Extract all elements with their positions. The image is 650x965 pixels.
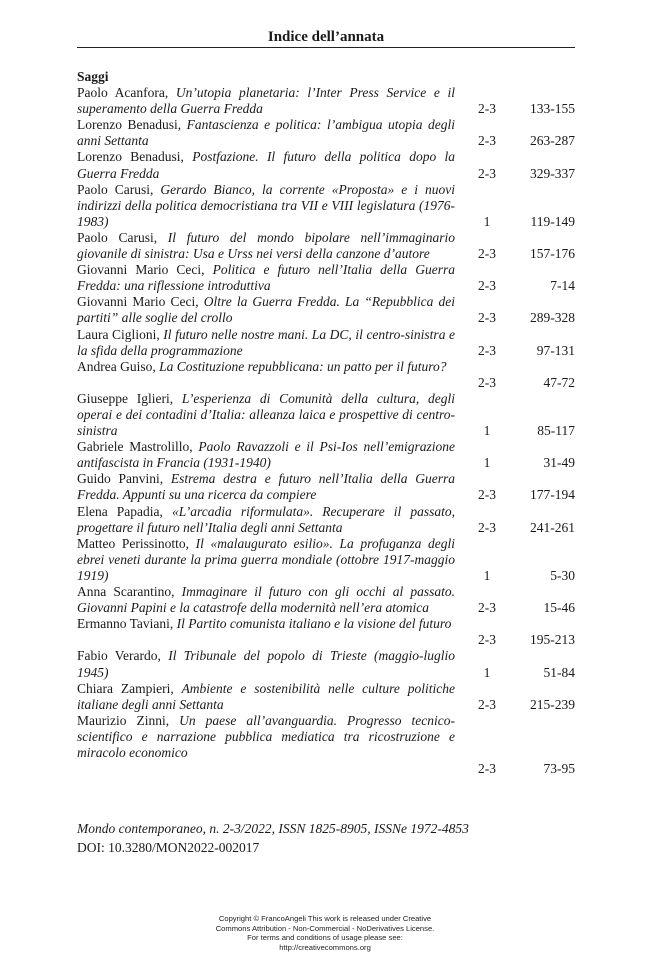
entry-text bbox=[77, 327, 455, 359]
entry-text bbox=[77, 504, 455, 536]
entry-issue: 2-3 bbox=[478, 632, 496, 648]
entry-author: Lorenzo Benadusi, bbox=[77, 149, 184, 165]
entry-pages: 133-155 bbox=[530, 101, 575, 117]
index-entry bbox=[77, 85, 575, 117]
entry-title: L’esperienza di Comunità della cultura, degli operai e dei contadini d’Italia: alleanza laica e prospettive di centro-sinistra bbox=[77, 390, 456, 439]
index-entry bbox=[77, 117, 575, 149]
entry-issue: 2-3 bbox=[478, 101, 496, 117]
index-entry bbox=[77, 616, 575, 648]
index-entry bbox=[77, 262, 575, 294]
entry-title: Estrema destra e futuro nell’Italia della Guerra Fredda. Appunti su una ricerca da compiere bbox=[77, 471, 455, 503]
entry-author: Lorenzo Benadusi, bbox=[77, 117, 182, 133]
index-entry bbox=[77, 471, 575, 503]
entry-author: Paolo Acanfora, bbox=[77, 85, 169, 101]
entry-title: Ambiente e sostenibilità nelle culture politiche italiane degli anni Settanta bbox=[77, 680, 456, 712]
page-title: Indice dell’annata bbox=[267, 29, 385, 45]
license-notice bbox=[160, 914, 490, 952]
doi-line: DOI: 10.3280/MON2022-002017 bbox=[77, 840, 260, 855]
entry-author: Chiara Zampieri, bbox=[77, 680, 174, 696]
license-line: Copyright © FrancoAngeli This work is released under Creative bbox=[218, 914, 432, 923]
entry-text bbox=[77, 616, 455, 648]
license-line: For terms and conditions of usage please see: bbox=[247, 933, 403, 943]
entry-issue: 2-3 bbox=[478, 600, 496, 616]
index-entry bbox=[77, 439, 575, 471]
index-entry bbox=[77, 391, 575, 439]
entry-title: Il Tribunale del popolo di Trieste (maggio-luglio 1945) bbox=[77, 648, 455, 680]
entry-author: Matteo Perissinotto, bbox=[77, 535, 189, 551]
index-entry bbox=[77, 681, 575, 713]
entry-issue: 2-3 bbox=[478, 487, 496, 503]
license-link[interactable]: http://creativecommons.org bbox=[279, 942, 371, 952]
entry-text bbox=[77, 648, 455, 680]
entry-text bbox=[77, 359, 455, 391]
index-entry bbox=[77, 230, 575, 262]
entry-author: Giovanni Mario Ceci, bbox=[77, 294, 199, 310]
entry-text bbox=[77, 681, 455, 713]
entry-issue: 1 bbox=[483, 213, 491, 229]
entry-author: Gabriele Mastrolillo, bbox=[77, 439, 193, 455]
entry-title: Il futuro nelle nostre mani. La DC, il centro-sinistra e la sfida della programmazione bbox=[77, 326, 456, 358]
entry-author: Giuseppe Iglieri, bbox=[77, 390, 174, 406]
entry-text bbox=[77, 294, 455, 326]
entry-pages: 51-84 bbox=[543, 664, 575, 680]
entry-issue: 2-3 bbox=[478, 374, 496, 390]
index-entries bbox=[77, 85, 575, 777]
entry-author: Ermanno Taviani, bbox=[77, 616, 174, 632]
entry-title: Paolo Ravazzoli e il Psi-Ios nell’emigrazione antifascista in Francia (1931-1940) bbox=[77, 439, 456, 471]
index-entry bbox=[77, 294, 575, 326]
index-entry bbox=[77, 149, 575, 181]
entry-text bbox=[77, 149, 455, 181]
entry-author: Anna Scarantino, bbox=[77, 584, 175, 600]
entry-pages: 215-239 bbox=[530, 696, 575, 712]
entry-text bbox=[77, 536, 455, 584]
section-title: Saggi bbox=[77, 69, 109, 84]
entry-title: Un paese all’avanguardia. Progresso tecnico-scientifico e narrazione pubblica mediatica tra ricostruzione e miracolo economico bbox=[77, 712, 456, 760]
entry-title: Un’utopia planetaria: l’Inter Press Service e il superamento della Guerra Fredda bbox=[77, 85, 455, 117]
entry-author: Maurizio Zinni, bbox=[77, 712, 170, 728]
entry-title: Politica e futuro nell’Italia della Guerra Fredda: una riflessione introduttiva bbox=[77, 262, 456, 294]
index-entry bbox=[77, 327, 575, 359]
entry-title: Il «malaugurato esilio». La profuganza degli ebrei veneti durante la prima guerra mondiale (ottobre 1917-maggio 1919) bbox=[77, 535, 456, 583]
entry-title: «L’arcadia riformulata». Recuperare il passato, progettare il futuro nell’Italia degli anni Settanta bbox=[77, 503, 456, 535]
license-line: Commons Attribution - Non-Commercial - NoDerivatives License. bbox=[215, 923, 435, 933]
entry-text bbox=[77, 584, 455, 616]
entry-pages: 157-176 bbox=[530, 246, 575, 262]
entry-pages: 97-131 bbox=[536, 342, 575, 358]
entry-pages: 263-287 bbox=[530, 133, 575, 149]
entry-text bbox=[77, 85, 455, 117]
index-entry bbox=[77, 182, 575, 230]
index-entry bbox=[77, 536, 575, 584]
entry-title: Il futuro del mondo bipolare nell’immaginario giovanile di sinistra: Usa e Urss nei versi della canzone d’autore bbox=[77, 229, 456, 262]
entry-pages: 85-117 bbox=[537, 423, 575, 439]
entry-issue: 2-3 bbox=[478, 310, 496, 326]
entry-author: Fabio Verardo, bbox=[77, 648, 161, 664]
entry-author: Andrea Guiso, bbox=[77, 358, 156, 374]
entry-pages: 241-261 bbox=[530, 519, 575, 535]
index-entry bbox=[77, 504, 575, 536]
entry-pages: 177-194 bbox=[530, 487, 575, 503]
entry-issue: 2-3 bbox=[478, 519, 496, 535]
entry-author: Laura Ciglioni, bbox=[77, 326, 160, 342]
index-entry bbox=[77, 359, 575, 391]
entry-issue: 2-3 bbox=[478, 246, 496, 262]
entry-pages: 5-30 bbox=[550, 567, 575, 583]
header-divider bbox=[77, 47, 575, 48]
entry-title: Immaginare il futuro con gli occhi al passato. Giovanni Papini e la catastrofe della modernità nell’era atomica bbox=[77, 584, 456, 616]
entry-issue: 1 bbox=[483, 664, 491, 680]
entry-title: Postfazione. Il futuro della politica dopo la Guerra Fredda bbox=[77, 149, 456, 181]
entry-issue: 2-3 bbox=[478, 761, 496, 777]
index-entry bbox=[77, 713, 575, 777]
entry-text bbox=[77, 391, 455, 439]
entry-author: Paolo Carusi, bbox=[77, 181, 154, 197]
entry-pages: 289-328 bbox=[530, 310, 575, 326]
index-entry bbox=[77, 648, 575, 680]
entry-author: Giovanni Mario Ceci, bbox=[77, 262, 205, 278]
entry-text bbox=[77, 439, 455, 471]
section-saggi bbox=[77, 69, 575, 777]
entry-issue: 2-3 bbox=[478, 278, 496, 294]
entry-author: Paolo Carusi, bbox=[77, 229, 158, 245]
entry-title: Oltre la Guerra Fredda. La “Repubblica dei partiti” alle soglie del crollo bbox=[77, 294, 455, 326]
entry-issue: 2-3 bbox=[478, 133, 496, 149]
entry-author: Guido Panvini, bbox=[77, 471, 164, 487]
entry-issue: 1 bbox=[483, 455, 491, 471]
entry-author: Elena Papadia, bbox=[77, 503, 163, 519]
entry-text bbox=[77, 471, 455, 503]
journal-citation: Mondo contemporaneo, n. 2-3/2022, ISSN 1825-8905, ISSNe 1972-4853 bbox=[77, 821, 469, 836]
entry-issue: 2-3 bbox=[478, 342, 496, 358]
entry-pages: 15-46 bbox=[543, 600, 575, 616]
entry-pages: 31-49 bbox=[543, 455, 575, 471]
entry-pages: 47-72 bbox=[543, 374, 575, 390]
entry-text bbox=[77, 182, 455, 230]
entry-title: Gerardo Bianco, la corrente «Proposta» e i nuovi indirizzi della politica democristiana tra VII e VIII legislatura (1976-1983) bbox=[77, 181, 456, 229]
entry-issue: 2-3 bbox=[478, 696, 496, 712]
entry-pages: 329-337 bbox=[530, 165, 575, 181]
entry-title: Fantascienza e politica: l’ambigua utopia degli anni Settanta bbox=[77, 117, 456, 149]
entry-issue: 1 bbox=[483, 423, 491, 439]
entry-pages: 195-213 bbox=[530, 632, 575, 648]
entry-pages: 73-95 bbox=[543, 761, 575, 777]
entry-text bbox=[77, 713, 455, 777]
entry-title: La Costituzione repubblicana: un patto per il futuro? bbox=[159, 358, 447, 374]
entry-title: Il Partito comunista italiano e la visione del futuro bbox=[176, 616, 452, 632]
entry-pages: 7-14 bbox=[550, 278, 575, 294]
entry-text bbox=[77, 117, 455, 149]
entry-pages: 119-149 bbox=[530, 213, 575, 229]
entry-text bbox=[77, 262, 455, 294]
entry-issue: 2-3 bbox=[478, 165, 496, 181]
entry-issue: 1 bbox=[483, 567, 491, 583]
entry-text bbox=[77, 230, 455, 262]
index-entry bbox=[77, 584, 575, 616]
